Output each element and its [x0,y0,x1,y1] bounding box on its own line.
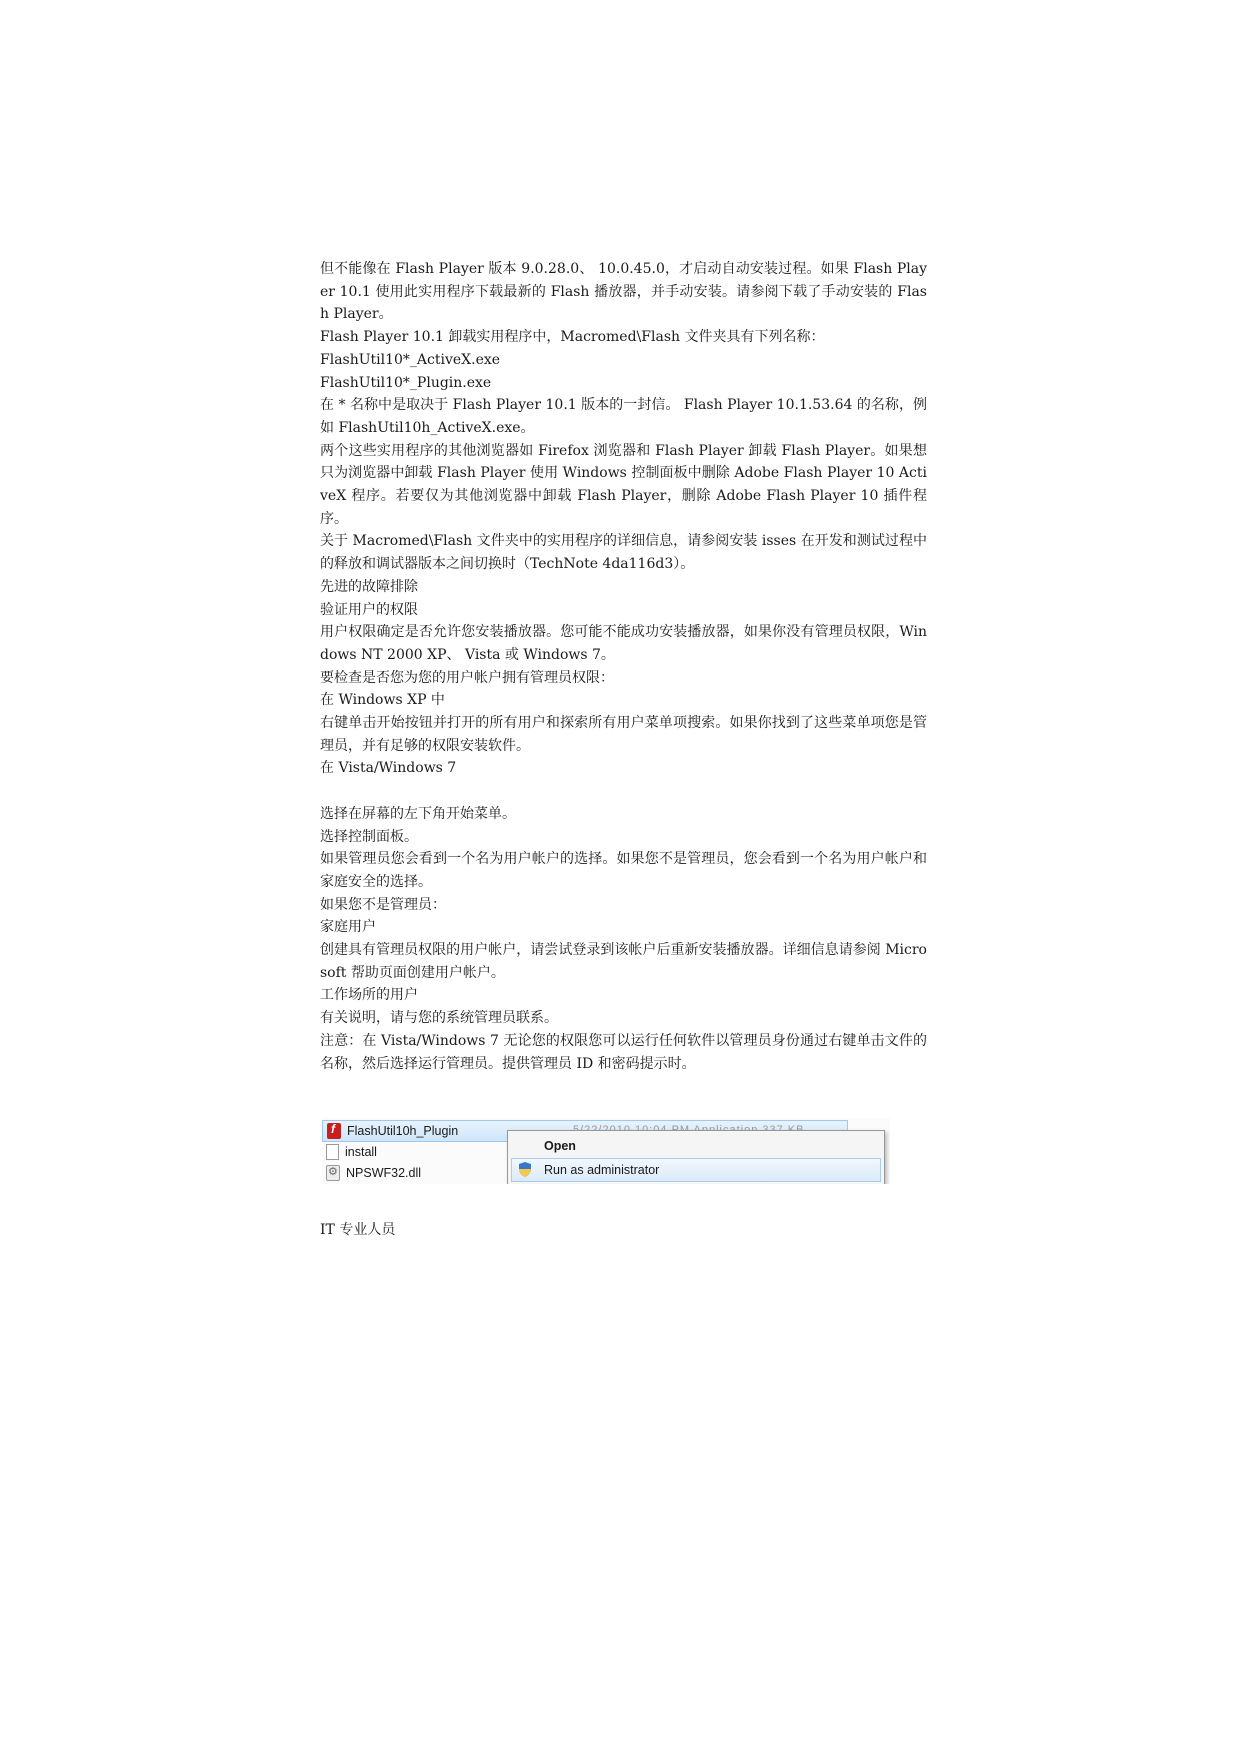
paragraph: 有关说明，请与您的系统管理员联系。 [320,1010,558,1027]
section-heading: 在 Windows XP 中 [320,692,445,709]
paragraph: 如果管理员您会看到一个名为用户帐户的选择。如果您不是管理员，您会看到一个名为用户帐户和家庭安全的选择。 [320,851,927,890]
text-file-icon [326,1144,339,1160]
menu-item-run-as-administrator[interactable] [511,1158,881,1182]
menu-item-open[interactable]: Open [544,1139,576,1153]
file-name: NPSWF32.dll [346,1166,422,1180]
note-paragraph: 注意：在 Vista/Windows 7 无论您的权限您可以运行任何软件以管理员身份通过右键单击文件的名称，然后选择运行管理员。提供管理员 ID 和密码提示时。 [320,1032,927,1072]
paragraph: FlashUtil10*_Plugin.exe [320,374,492,391]
paragraph: 创建具有管理员权限的用户帐户，请尝试登录到该帐户后重新安装播放器。详细信息请参阅 Microsoft 帮助页面创建用户帐户。 [320,942,927,981]
section-heading: 工作场所的用户 [320,987,418,1004]
paragraph: 但不能像在 Flash Player 版本 9.0.28.0、 10.0.45.0，才启动自动安装过程。如果 Flash Player 10.1 使用此实用程序下载最新的 Flash 播放器，并手动安装。请参阅下载了手动安装的 Flash Player。 [320,261,927,323]
paragraph: 选择在屏幕的左下角开始菜单。 [320,805,516,822]
paragraph: FlashUtil10*_ActiveX.exe [320,351,501,368]
footer-label: IT 专业人员 [320,1222,396,1238]
section-heading: 在 Vista/Windows 7 [320,760,457,777]
file-name: install [345,1145,377,1159]
paragraph: 右键单击开始按钮并打开的所有用户和探索所有用户菜单项搜索。如果你找到了这些菜单项您是管理员，并有足够的权限安装软件。 [320,715,927,754]
paragraph: 关于 Macromed\Flash 文件夹中的实用程序的详细信息，请参阅安装 isses 在开发和测试过程中的释放和调试器版本之间切换时（TechNote 4da116d3）。 [320,533,927,573]
blank-line [320,780,927,803]
paragraph: Flash Player 10.1 卸载实用程序中，Macromed\Flash 文件夹具有下列名称： [320,329,825,346]
explorer-screenshot [322,1118,890,1184]
menu-item-label: Run as administrator [544,1163,660,1177]
section-heading: 验证用户的权限 [320,601,418,618]
file-name: FlashUtil10h_Plugin [347,1124,459,1138]
paragraph: 如果您不是管理员： [320,896,446,913]
paragraph: 选择控制面板。 [320,828,418,845]
section-heading: 家庭用户 [320,919,376,936]
dll-file-icon [326,1165,340,1181]
context-menu [507,1130,885,1184]
paragraph: 用户权限确定是否允许您安装播放器。您可能不能成功安装播放器，如果你没有管理员权限，Windows NT 2000 XP、 Vista 或 Windows 7。 [320,624,927,663]
paragraph: 两个这些实用程序的其他浏览器如 Firefox 浏览器和 Flash Player 卸载 Flash Player。如果想只为浏览器中卸载 Flash Player 使用 Windows 控制面板中删除 Adobe Flash Player 10 ActiveX 程序。若要仅为其他浏览器中卸载 Flash Player，删除 Adobe Flash Player 10 插件程序。 [320,442,927,527]
file-row-npswf32[interactable] [322,1163,512,1183]
paragraph: 要检查是否您为您的用户帐户拥有管理员权限： [320,669,614,686]
section-heading: 先进的故障排除 [320,578,418,595]
document-body [320,258,927,1075]
uac-shield-icon [518,1162,532,1177]
paragraph: 在 * 名称中是取决于 Flash Player 10.1 版本的一封信。 Flash Player 10.1.53.64 的名称，例如 FlashUtil10h_ActiveX.exe。 [320,397,927,436]
file-row-install[interactable] [322,1142,512,1162]
flash-file-icon [327,1123,341,1139]
